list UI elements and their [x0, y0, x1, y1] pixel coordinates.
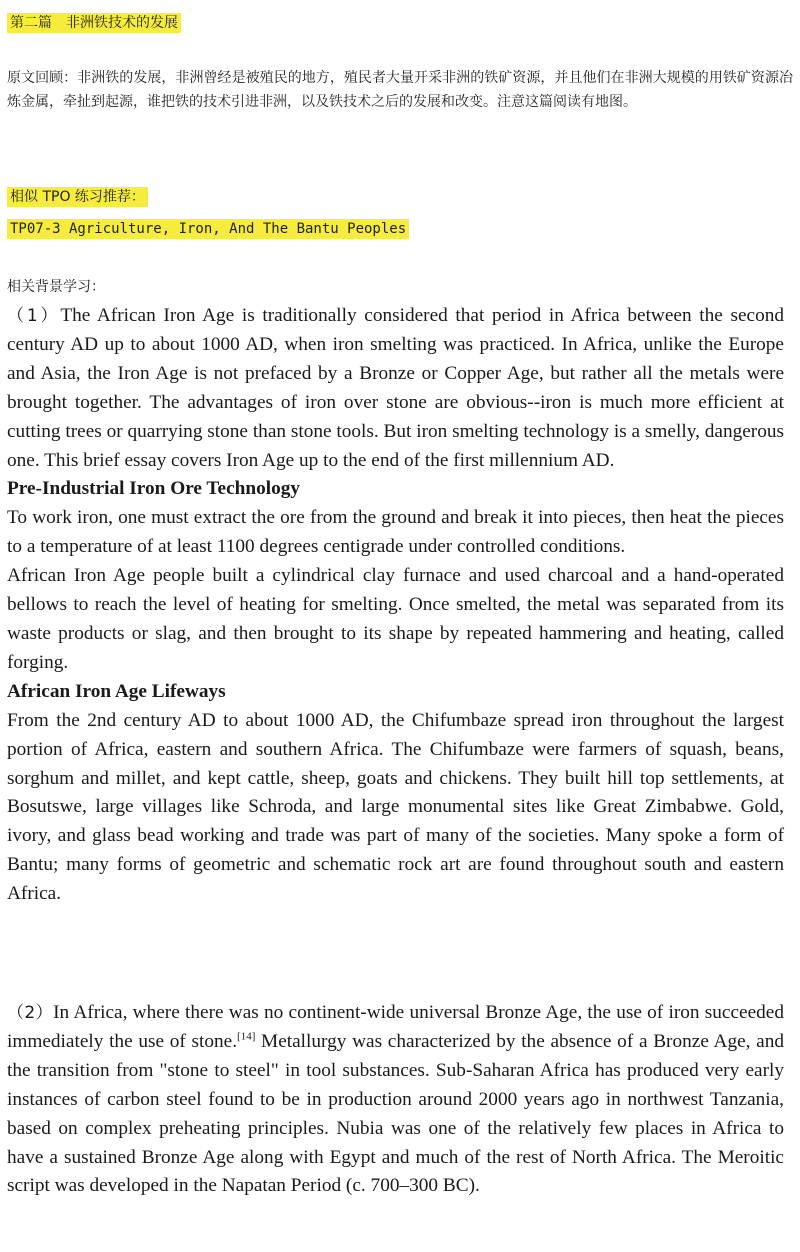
heading-pre-industrial-iron-ore-technology: Pre-Industrial Iron Ore Technology [7, 478, 301, 500]
tpo-recommend-title [7, 218, 409, 240]
tpo-recommend-label [7, 186, 148, 208]
tpo-recommend-label-text: 相似 TPO 练习推荐： [7, 187, 148, 207]
paragraph-clay-furnace: African Iron Age people built a cylindrical clay furnace and used charcoal and a hand-operated bellows to reach the level of heating for smelting. Once smelted, the metal was separated from its waste products or slag, and then brought to its shape by repeated hammering and heating, called forging. [7, 565, 784, 673]
section-1-intro-text: The African Iron Age is traditionally considered that period in Africa between the second century AD up to about 1000 AD, when iron smelting was practiced. In Africa, unlike the Europe and Asia, the Iron Age is not prefaced by a Bronze or Copper Age, but rather all the metals were brought together. The advantages of iron over stone are obvious--iron is much more efficient at cutting trees or quarrying stone than stone tools. But iron smelting technology is a smelly, dangerous one. This brief essay covers Iron Age up to the end of the first millennium AD. [7, 305, 784, 471]
section-2 [7, 999, 784, 1201]
intro-paragraph: 原文回顾：非洲铁的发展，非洲曾经是被殖民的地方，殖民者大量开采非洲的铁矿资源，并且他们在非洲大规模的用铁矿资源冶炼金属，牵扯到起源，谁把铁的技术引进非洲，以及铁技术之后的发展和改变。注意这篇阅读有地图。 [7, 70, 793, 110]
section-2-text-after-ref: Metallurgy was characterized by the absence of a Bronze Age, and the transition from "stone to steel" in tool substances. Sub-Saharan Africa has produced very early instances of carbon steel found to be in production around 2000 years ago in northwest Tanzania, based on complex preheating principles. Nubia was one of the relatively few places in Africa to have a sustained Bronze Age along with Egypt and much of the rest of North Africa. The Meroitic script was developed in the Napatan Period (c. 700–300 BC). [7, 1030, 784, 1197]
heading-african-iron-age-lifeways: African Iron Age Lifeways [7, 680, 226, 702]
reference-14-link[interactable]: [14] [237, 1030, 256, 1043]
section-2-paragraph [7, 999, 784, 1201]
section-1 [7, 302, 784, 909]
section-1-number: （1） [7, 306, 61, 326]
paragraph-extract-ore: To work iron, one must extract the ore from the ground and break it into pieces, then heat the pieces to a temperature of at least 1100 degrees centigrade under controlled conditions. [7, 507, 784, 558]
section-2-text-before-ref: In Africa, where there was no continent-wide universal Bronze Age, the use of iron succeeded immediately the use of stone. [7, 1002, 784, 1052]
article-title [7, 12, 181, 34]
paragraph-chifumbaze: From the 2nd century AD to about 1000 AD, the Chifumbaze spread iron throughout the largest portion of Africa, eastern and southern Africa. The Chifumbaze were farmers of squash, beans, sorghum and millet, and kept cattle, sheep, goats and chickens. They built hill top settlements, at Bosutswe, large villages like Schroda, and large monumental sites like Great Zimbabwe. Gold, ivory, and glass bead working and trade was part of many of the societies. Many spoke a form of Bantu; many forms of geometric and schematic rock art are found throughout south and eastern Africa. [7, 709, 784, 905]
section-1-intro-paragraph [7, 302, 784, 475]
section-2-number: （2） [7, 1003, 54, 1023]
tpo-recommend-title-text: TP07-3 Agriculture, Iron, And The Bantu Peoples [7, 219, 409, 239]
article-title-text: 第二篇 非洲铁技术的发展 [7, 13, 181, 33]
background-study-label: 相关背景学习： [7, 279, 105, 295]
